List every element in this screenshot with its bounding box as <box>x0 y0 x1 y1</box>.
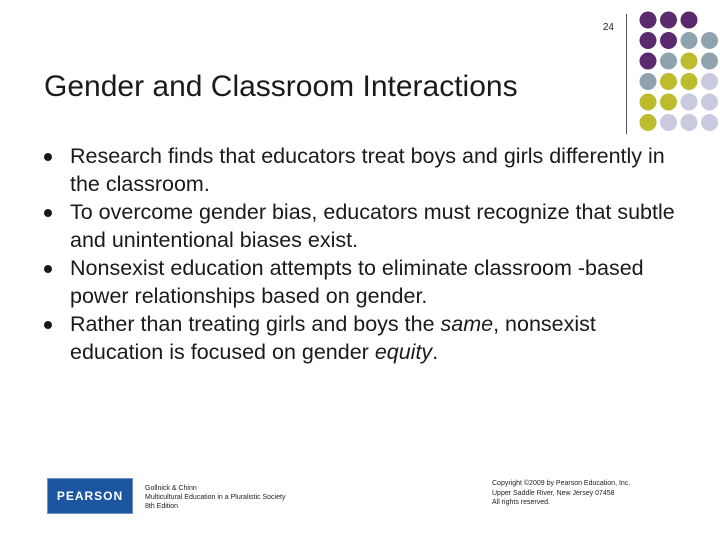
bullet-dot-icon <box>44 153 52 161</box>
bullet-item <box>44 254 694 310</box>
decorative-dot <box>681 73 698 90</box>
decorative-dot <box>660 12 677 29</box>
bullet-text: To overcome gender bias, educators must recognize that subtle and unintentional biases exist. <box>70 200 675 252</box>
slide-title: Gender and Classroom Interactions <box>44 70 518 103</box>
book-info <box>145 484 285 511</box>
copyright-notice <box>492 479 630 508</box>
dot-grid-graphic <box>638 10 720 134</box>
decorative-dot <box>681 94 698 111</box>
decorative-dot <box>660 73 677 90</box>
page-number: 24 <box>602 22 614 33</box>
bullet-text: Research finds that educators treat boys and girls differently in the classroom. <box>70 144 665 196</box>
book-authors: Gollnick & Chinn <box>145 485 197 492</box>
copyright-line: Copyright ©2009 by Pearson Education, Inc. <box>492 480 631 487</box>
decorative-dot <box>681 12 698 29</box>
pearson-logo <box>48 479 132 513</box>
decorative-dot <box>660 32 677 49</box>
decorative-dot <box>640 53 657 70</box>
copyright-address: Upper Saddle River, New Jersey 07458 <box>492 489 615 497</box>
logo-text: PEARSON <box>56 489 124 503</box>
decorative-dot <box>660 94 677 111</box>
decorative-dot <box>701 94 718 111</box>
decorative-dot <box>701 114 718 131</box>
decorative-dot <box>640 32 657 49</box>
decorative-dot <box>681 114 698 131</box>
decorative-dot <box>701 73 718 90</box>
decorative-dot <box>640 12 657 29</box>
bullet-text-end: . <box>432 340 439 364</box>
copyright-rights: All rights reserved. <box>492 499 550 506</box>
decorative-dot <box>640 114 657 131</box>
bullet-item <box>44 142 694 198</box>
decorative-dot <box>640 94 657 111</box>
book-title: Multicultural Education in a Pluralistic Society <box>145 494 286 501</box>
decorative-dot <box>640 73 657 90</box>
bullet-item <box>44 198 694 254</box>
emphasis-same: same <box>440 312 494 336</box>
decorative-dot <box>701 32 718 49</box>
bullet-dot-icon <box>44 265 52 273</box>
bullet-dot-icon <box>44 321 52 329</box>
bullet-text: Rather than treating girls and boys the <box>70 312 441 336</box>
decorative-dot <box>660 114 677 131</box>
bullet-dot-icon <box>44 209 52 217</box>
decorative-dot <box>660 53 677 70</box>
decorative-dot <box>681 53 698 70</box>
emphasis-equity: equity <box>374 340 433 364</box>
bullet-item <box>44 310 694 366</box>
decorative-dot <box>701 53 718 70</box>
bullet-list <box>44 142 694 366</box>
book-edition: 8th Edition <box>145 503 179 510</box>
decorative-dot <box>681 32 698 49</box>
decorative-dot-grid <box>638 10 720 134</box>
bullet-text-continued: , nonsexist education is focused on gender <box>70 312 596 364</box>
bullet-text: Nonsexist education attempts to eliminate classroom -based power relationships based on gender. <box>70 256 644 308</box>
divider-line <box>626 14 627 134</box>
